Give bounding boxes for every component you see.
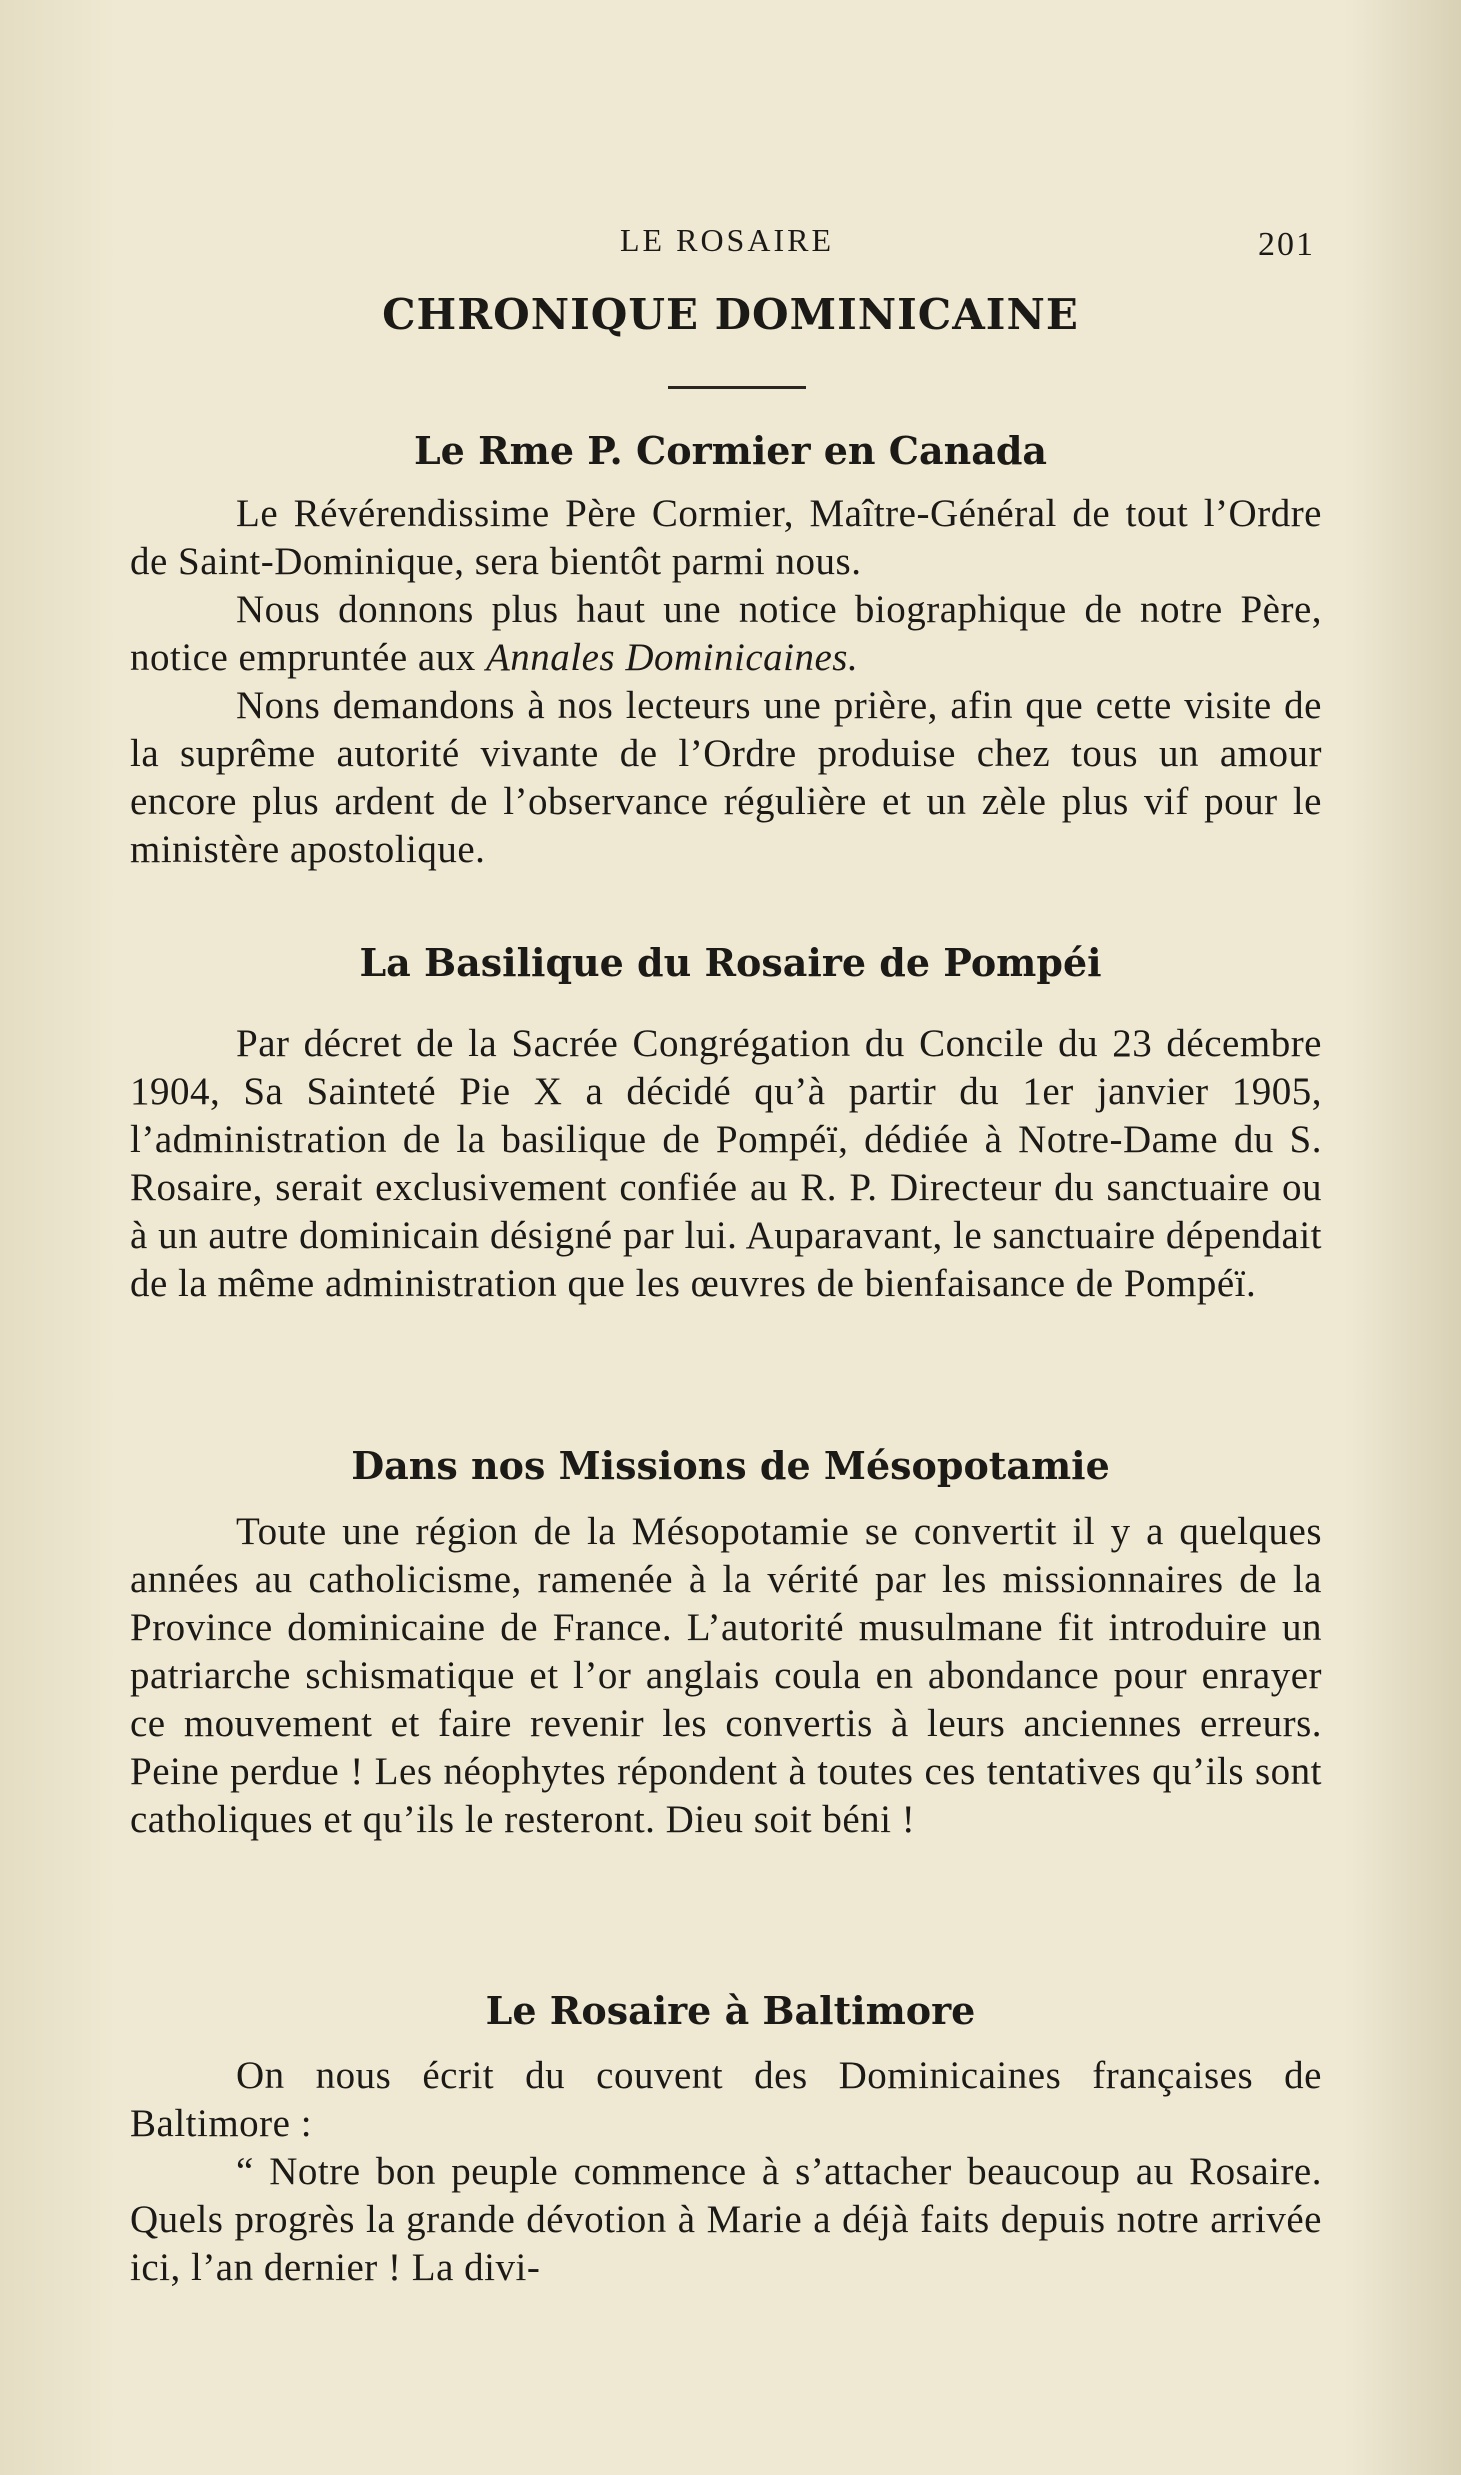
heading-pompei: La Basilique du Rosaire de Pompéi [359, 940, 1102, 985]
page-number: 201 [1258, 226, 1315, 263]
paragraph-cormier-3: Nons demandons à nos lecteurs une prière, afin que cette visite de la suprême autorité vivante de l’Ordre produise chez tous un amour encore plus ardent de l’observance régulière et un zèle plus vif pour le ministère apostolique. [130, 684, 1322, 871]
heading-baltimore: Le Rosaire à Baltimore [485, 1988, 976, 2033]
paragraph-cormier-2 [130, 586, 1322, 682]
title-divider [668, 386, 806, 389]
paragraph-pompei: Par décret de la Sacrée Congrégation du Concile du 23 décembre 1904, Sa Sainteté Pie X a décidé qu’à partir du 1er janvier 1905, l’administration de la basilique de Pompéï, dédiée à Notre-Dame du S. Rosaire, serait exclusivement confiée au R. P. Directeur du sanctuaire ou à un autre dominicain désigné par lui. Auparavant, le sanctuaire dépendait de la même administration que les œuvres de bienfaisance de Pompéï. [130, 1022, 1322, 1305]
page-header [0, 222, 1461, 262]
italic-source: Annales Dominicaines. [485, 636, 859, 679]
paragraph-baltimore-2: “ Notre bon peuple commence à s’attacher beaucoup au Rosaire. Quels progrès la grande dévotion à Marie a déjà faits depuis notre arrivée ici, l’an dernier ! La divi- [130, 2150, 1322, 2289]
paragraph-baltimore-1: On nous écrit du couvent des Dominicaines françaises de Baltimore : [130, 2054, 1322, 2145]
running-title: LE ROSAIRE [620, 222, 834, 258]
heading-mesopotamie: Dans nos Missions de Mésopotamie [351, 1443, 1110, 1488]
section-title: CHRONIQUE DOMINICAINE [382, 290, 1079, 339]
paragraph-cormier-1: Le Révérendissime Père Cormier, Maître-Général de tout l’Ordre de Saint-Dominique, sera bientôt parmi nous. [130, 492, 1322, 583]
paragraph-mesopotamie: Toute une région de la Mésopotamie se convertit il y a quelques années au catholicisme, ramenée à la vérité par les missionnaires de la Province dominicaine de France. L’autorité musulmane fit introduire un patriarche schismatique et l’or anglais coula en abondance pour enrayer ce mouvement et faire revenir les convertis à leurs anciennes erreurs. Peine perdue ! Les néophytes répondent à toutes ces tentatives qu’ils sont catholiques et qu’ils le resteront. Dieu soit béni ! [130, 1510, 1322, 1841]
paragraph-cormier-2-text: Nous donnons plus haut une notice biographique de notre Père, notice empruntée aux [130, 588, 1322, 679]
heading-cormier: Le Rme P. Cormier en Canada [413, 428, 1048, 473]
